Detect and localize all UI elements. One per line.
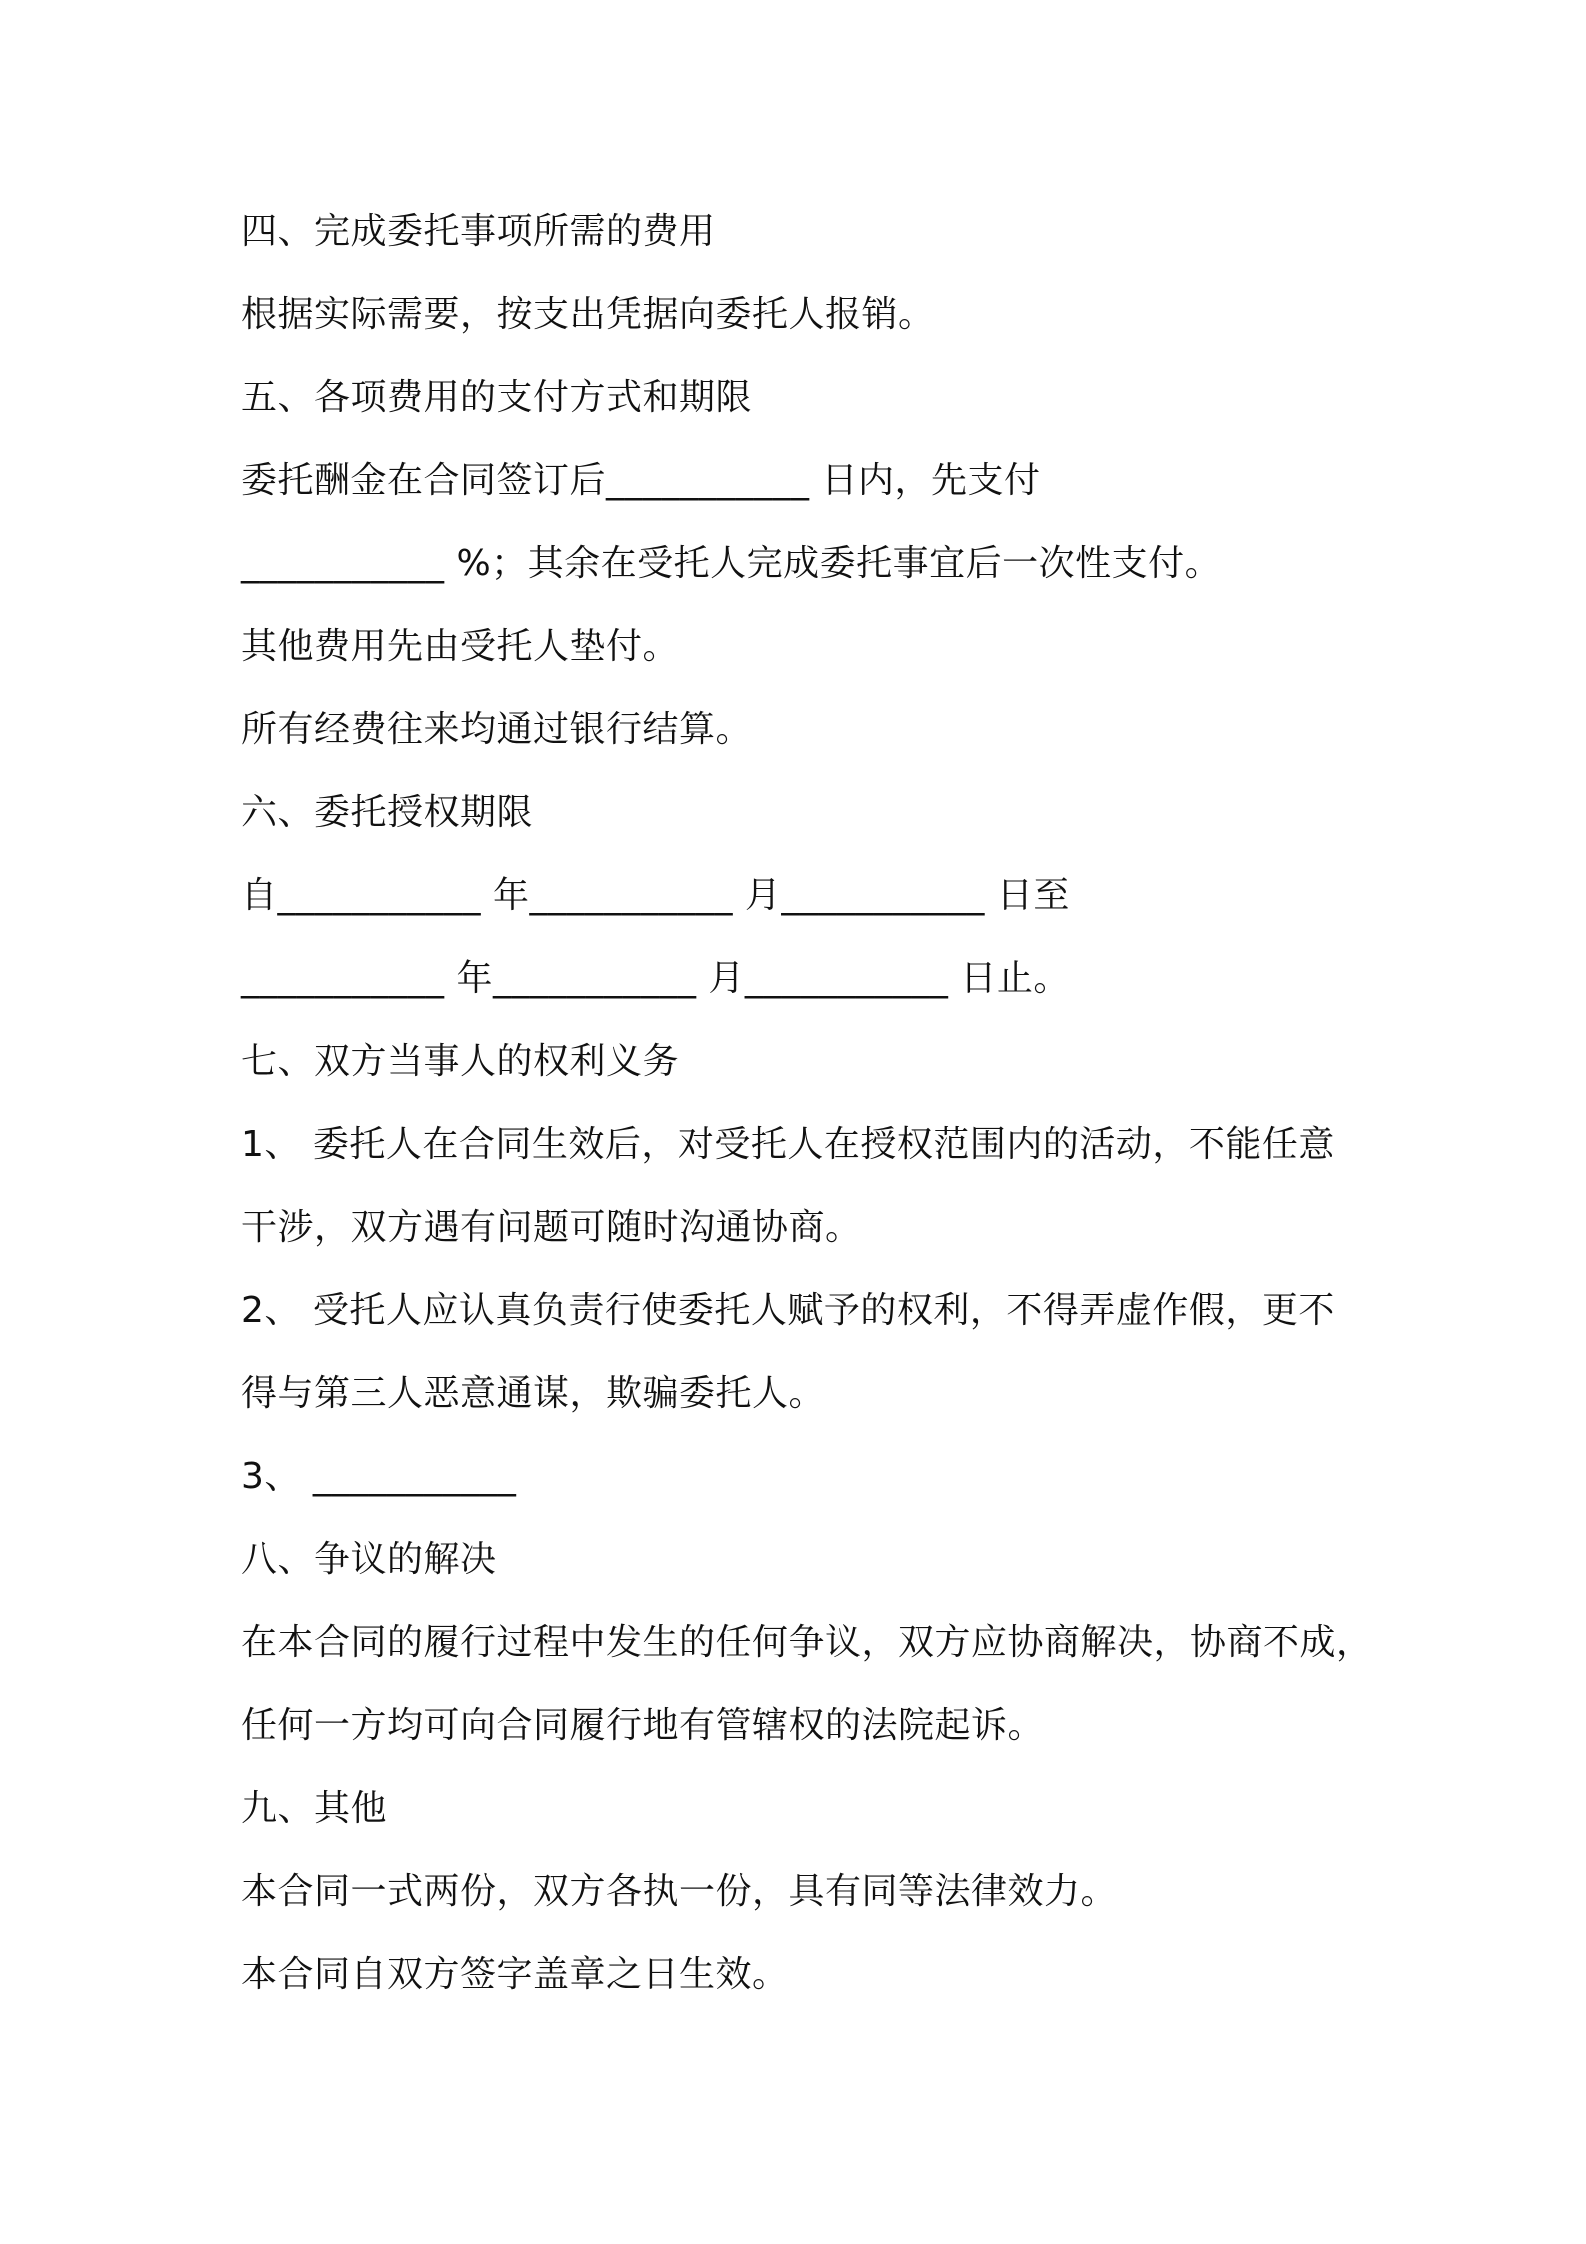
paragraph-line: 根据实际需要，按支出凭据向委托人报销。 <box>241 294 935 335</box>
paragraph-line: 3、 ___________ <box>241 1456 517 1497</box>
paragraph-line: 本合同一式两份，双方各执一份，具有同等法律效力。 <box>241 1871 1118 1912</box>
paragraph-line: 干涉，双方遇有问题可随时沟通协商。 <box>241 1207 862 1248</box>
paragraph-line: 在本合同的履行过程中发生的任何争议，双方应协商解决，协商不成， <box>241 1622 1373 1663</box>
section-heading-5: 五、各项费用的支付方式和期限 <box>241 377 753 418</box>
paragraph-line: 委托酬金在合同签订后___________ 日内，先支付 <box>241 460 1041 501</box>
paragraph-line: ___________ 年___________ 月___________ 日止。 <box>241 958 1070 999</box>
section-heading-8: 八、争议的解决 <box>241 1539 497 1580</box>
section-heading-9: 九、其他 <box>241 1788 388 1829</box>
paragraph-line: 其他费用先由受托人垫付。 <box>241 626 680 667</box>
paragraph-line: ___________ %；其余在受托人完成委托事宜后一次性支付。 <box>241 543 1222 584</box>
paragraph-line: 自___________ 年___________ 月___________ 日至 <box>241 875 1070 916</box>
paragraph-line: 2、 受托人应认真负责行使委托人赋予的权利，不得弄虚作假，更不 <box>241 1290 1335 1331</box>
section-heading-6: 六、委托授权期限 <box>241 792 534 833</box>
section-heading-4: 四、完成委托事项所需的费用 <box>241 211 716 252</box>
section-heading-7: 七、双方当事人的权利义务 <box>241 1041 680 1082</box>
paragraph-line: 任何一方均可向合同履行地有管辖权的法院起诉。 <box>241 1705 1045 1746</box>
paragraph-line: 1、 委托人在合同生效后，对受托人在授权范围内的活动，不能任意 <box>241 1124 1335 1165</box>
paragraph-line: 得与第三人恶意通谋，欺骗委托人。 <box>241 1373 826 1414</box>
paragraph-line: 所有经费往来均通过银行结算。 <box>241 709 753 750</box>
paragraph-line: 本合同自双方签字盖章之日生效。 <box>241 1954 789 1995</box>
